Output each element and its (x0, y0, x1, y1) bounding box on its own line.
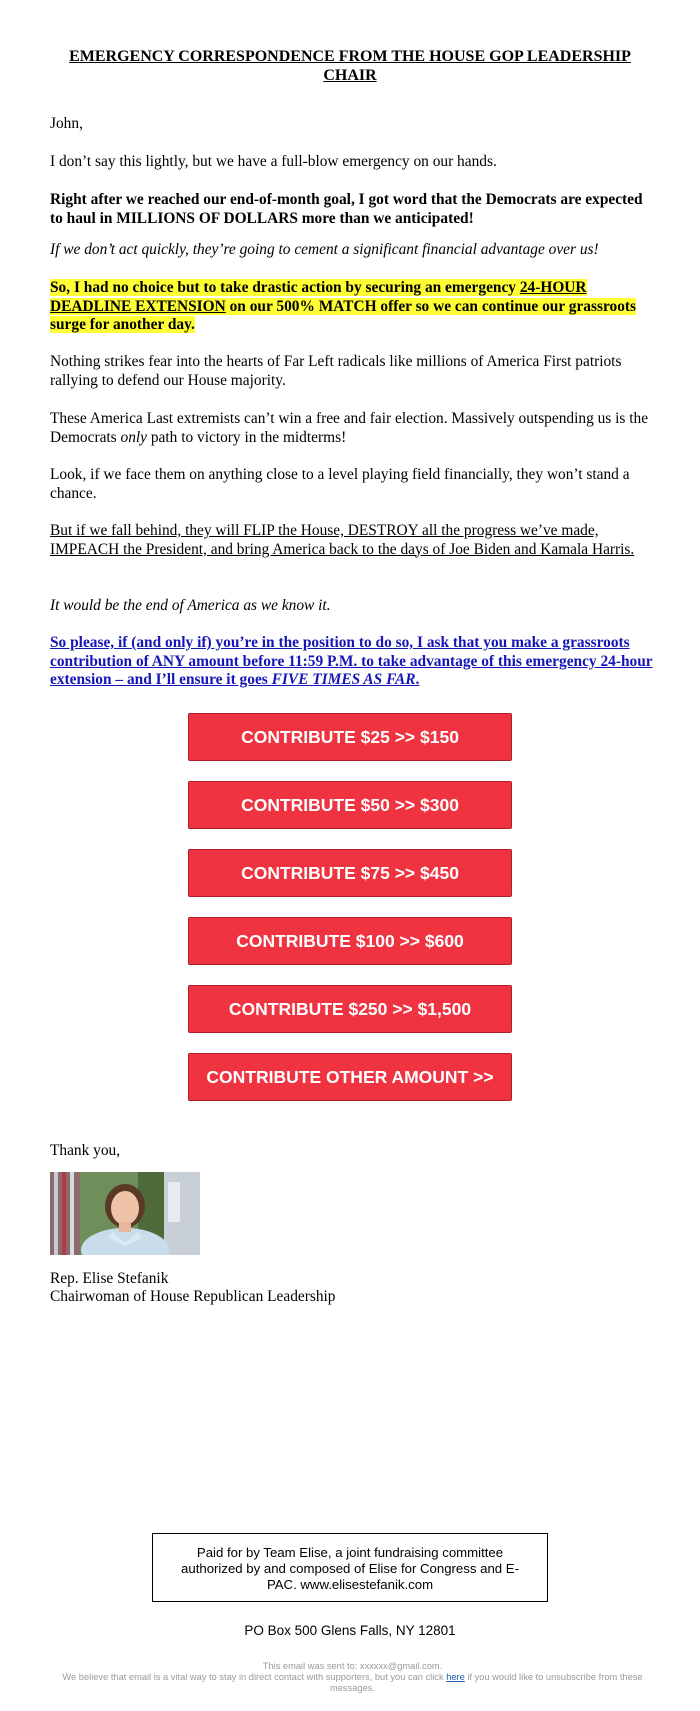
paragraph-6 (50, 410, 655, 447)
paragraph-7: Look, if we face them on anything close to a level playing field financially, they won’t stand a chance. (50, 466, 630, 502)
contribution-link[interactable] (50, 634, 655, 690)
paragraph-6-a: These America Last extremists can’t win a free and fair election. Massively outspending us is the Democrats (50, 410, 649, 446)
sent-to-notice: This email was sent to: xxxxxx@gmail.com. (262, 1661, 443, 1671)
greeting: John, (50, 115, 83, 132)
signature-photo (50, 1172, 200, 1255)
highlight-text-a: So, I had no choice but to take drastic action by securing an emergency (50, 279, 520, 296)
signer-name: Rep. Elise Stefanik (50, 1270, 169, 1287)
paragraph-2: Right after we reached our end-of-month goal, I got word that the Democrats are expected to haul in MILLIONS OF DOLLARS more than we anticipated! (50, 191, 643, 227)
paragraph-3: If we don’t act quickly, they’re going to cement a significant financial advantage over us! (50, 241, 599, 258)
contribute-50-button[interactable]: CONTRIBUTE $50 >> $300 (188, 781, 512, 829)
paragraph-6-c: path to victory in the midterms! (147, 428, 347, 446)
paragraph-4 (50, 279, 655, 335)
paragraph-8: But if we fall behind, they will FLIP the House, DESTROY all the progress we’ve made, IMPEACH the President, and bring America back to the days of Joe Biden and Kamala Harris. (50, 522, 635, 558)
contribution-link-c[interactable]: . (415, 671, 420, 688)
paragraph-5: Nothing strikes fear into the hearts of Far Left radicals like millions of America First patriots rallying to defend our House majority. (50, 353, 622, 389)
five-times-link[interactable]: FIVE TIMES AS FAR (271, 671, 416, 688)
contribute-250-button[interactable]: CONTRIBUTE $250 >> $1,500 (188, 985, 512, 1033)
contribute-100-button[interactable]: CONTRIBUTE $100 >> $600 (188, 917, 512, 965)
page-title: EMERGENCY CORRESPONDENCE FROM THE HOUSE GOP LEADERSHIP CHAIR (69, 48, 631, 84)
contribute-75-button[interactable]: CONTRIBUTE $75 >> $450 (188, 849, 512, 897)
unsubscribe-notice (50, 1672, 655, 1694)
signer-role: Chairwoman of House Republican Leadership (50, 1288, 336, 1305)
paragraph-1: I don’t say this lightly, but we have a full-blow emergency on our hands. (50, 153, 497, 170)
mailing-address: PO Box 500 Glens Falls, NY 12801 (244, 1623, 456, 1638)
paid-for-disclaimer: Paid for by Team Elise, a joint fundraising committee authorized by and composed of Elise for Congress and E-PAC. www.elisestefanik.com (152, 1533, 548, 1602)
contribute-25-button[interactable]: CONTRIBUTE $25 >> $150 (188, 713, 512, 761)
paragraph-6-only: only (120, 428, 148, 446)
contribution-link-a[interactable]: So please, if (and only if) you’re in the position to do so, I ask that you make a grassroots contribution of ANY amount before 11:59 P.M. to take advantage of this emergency 24-hour extension – and I’ll ensure it goes (50, 634, 653, 688)
paragraph-9: It would be the end of America as we know it. (50, 597, 331, 614)
portrait-image (50, 1172, 200, 1255)
thank-you: Thank you, (50, 1142, 121, 1159)
unsubscribe-link[interactable]: here (446, 1672, 465, 1682)
highlight-text-c: on our 500% MATCH offer so we can continue our grassroots surge for another day. (50, 297, 637, 333)
deadline-extension-text: 24-HOUR DEADLINE EXTENSION (50, 279, 587, 315)
unsubscribe-text-b: if you would like to unsubscribe from these messages. (330, 1672, 643, 1693)
unsubscribe-text-a: We believe that email is a vital way to stay in direct contact with supporters, but you can click (62, 1672, 447, 1682)
contribute-other-button[interactable]: CONTRIBUTE OTHER AMOUNT >> (188, 1053, 512, 1101)
